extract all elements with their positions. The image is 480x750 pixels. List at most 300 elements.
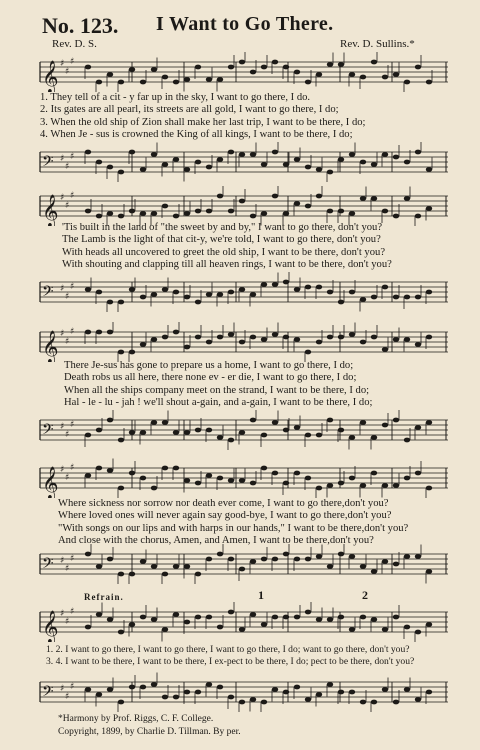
note-head: [140, 685, 146, 690]
note-head: [360, 75, 366, 80]
treble-staff-3-svg: [36, 322, 450, 362]
note-head: [415, 65, 421, 70]
note-head: [184, 167, 190, 172]
note-head: [107, 557, 113, 562]
note-head: [217, 157, 223, 162]
note-head: [393, 72, 399, 77]
note-head: [195, 65, 201, 70]
note-head: [107, 687, 113, 692]
bass-staff-2: [36, 272, 450, 312]
note-head: [294, 685, 300, 690]
sharp-icon: ♯: [70, 420, 75, 430]
note-head: [250, 697, 256, 702]
note-head: [360, 297, 366, 302]
note-head: [239, 478, 245, 483]
note-head: [118, 700, 124, 705]
note-head: [96, 80, 102, 85]
note-head: [305, 476, 311, 481]
sharp-icon: ♯: [60, 684, 65, 694]
note-head: [294, 615, 300, 620]
note-head: [250, 481, 256, 486]
note-head: [96, 214, 102, 219]
note-head: [382, 559, 388, 564]
note-head: [283, 280, 289, 285]
note-head: [184, 345, 190, 350]
note-head: [305, 285, 311, 290]
note-head: [206, 428, 212, 433]
note-head: [316, 617, 322, 622]
note-head: [228, 695, 234, 700]
note-head: [151, 292, 157, 297]
note-head: [294, 337, 300, 342]
note-head: [129, 67, 135, 72]
note-head: [294, 557, 300, 562]
note-head: [118, 572, 124, 577]
note-head: [426, 622, 432, 627]
sharp-icon: ♯: [70, 191, 75, 201]
note-head: [162, 335, 168, 340]
note-head: [393, 214, 399, 219]
lyric-line: Death robs us all here, there none ev - er die, I want to go there, I do;: [64, 372, 357, 384]
note-head: [349, 152, 355, 157]
note-head: [371, 60, 377, 65]
note-head: [250, 70, 256, 75]
note-head: [327, 483, 333, 488]
note-head: [426, 167, 432, 172]
note-head: [96, 428, 102, 433]
note-head: [404, 476, 410, 481]
refrain-label: Refrain.: [84, 592, 124, 602]
note-head: [294, 471, 300, 476]
note-head: [316, 486, 322, 491]
note-head: [107, 468, 113, 473]
note-head: [327, 335, 333, 340]
note-head: [129, 430, 135, 435]
lyric-line: There Je-sus has gone to prepare us a home, I want to go there, I do;: [64, 360, 354, 371]
note-head: [415, 554, 421, 559]
note-head: [239, 60, 245, 65]
note-head: [85, 287, 91, 292]
note-head: [107, 617, 113, 622]
note-head: [272, 687, 278, 692]
note-head: [316, 285, 322, 290]
bass-clef-icon: 𝄢: [42, 555, 54, 576]
note-head: [404, 554, 410, 559]
note-head: [118, 350, 124, 355]
note-head: [151, 67, 157, 72]
note-head: [272, 60, 278, 65]
note-head: [173, 695, 179, 700]
sharp-icon: ♯: [65, 67, 70, 77]
note-head: [173, 466, 179, 471]
note-head: [272, 420, 278, 425]
note-head: [360, 615, 366, 620]
lyric-line: 3. 4. I want to be there, I want to be there, I ex-pect to be there, I do; pect to be there, don't you?: [46, 656, 415, 667]
note-head: [382, 285, 388, 290]
note-head: [184, 478, 190, 483]
note-head: [217, 292, 223, 297]
note-head: [338, 481, 344, 486]
note-head: [338, 157, 344, 162]
note-head: [316, 340, 322, 345]
sharp-icon: ♯: [65, 692, 70, 702]
note-head: [195, 615, 201, 620]
note-head: [129, 150, 135, 155]
note-head: [283, 335, 289, 340]
note-head: [349, 690, 355, 695]
note-head: [239, 340, 245, 345]
sharp-icon: ♯: [65, 617, 70, 627]
note-head: [349, 554, 355, 559]
note-head: [371, 295, 377, 300]
note-head: [162, 287, 168, 292]
note-head: [349, 435, 355, 440]
note-head: [404, 438, 410, 443]
note-head: [393, 155, 399, 160]
note-head: [415, 697, 421, 702]
note-head: [217, 77, 223, 82]
sharp-icon: ♯: [60, 154, 65, 164]
note-head: [283, 481, 289, 486]
lyric-line: "With songs on our lips and with harps in our hands," I want to be there,don't you?: [58, 522, 409, 534]
note-head: [118, 214, 124, 219]
hymn-title: I Want to Go There.: [156, 13, 334, 35]
note-head: [162, 204, 168, 209]
treble-staff-1-svg: [36, 52, 450, 92]
note-head: [261, 557, 267, 562]
note-head: [129, 572, 135, 577]
refrain-lyrics: [46, 644, 414, 668]
note-head: [415, 342, 421, 347]
note-head: [360, 160, 366, 165]
note-head: [316, 194, 322, 199]
note-head: [338, 690, 344, 695]
note-head: [426, 206, 432, 211]
copyright-notice: Copyright, 1899, by Charlie D. Tillman. By per.: [58, 727, 241, 737]
note-head: [426, 80, 432, 85]
note-head: [151, 682, 157, 687]
note-head: [283, 211, 289, 216]
note-head: [162, 466, 168, 471]
music-credit: Rev. D. Sullins.*: [340, 38, 415, 50]
note-head: [206, 340, 212, 345]
note-head: [305, 165, 311, 170]
note-head: [327, 682, 333, 687]
note-head: [338, 209, 344, 214]
note-head: [360, 340, 366, 345]
note-head: [96, 692, 102, 697]
bass-staff-4: [36, 544, 450, 584]
note-head: [382, 75, 388, 80]
note-head: [206, 615, 212, 620]
bass-clef-icon: 𝄢: [42, 283, 54, 304]
note-head: [129, 287, 135, 292]
note-head: [195, 481, 201, 486]
note-head: [393, 418, 399, 423]
note-head: [162, 695, 168, 700]
lyric-line: 1. 2. I want to go there, I want to go there, I want to go there, I do; want to go there, don't you?: [46, 644, 410, 655]
note-head: [129, 471, 135, 476]
note-head: [184, 564, 190, 569]
note-head: [118, 300, 124, 305]
bass-staff-refrain-svg: [36, 672, 450, 712]
sharp-icon: ♯: [65, 473, 70, 483]
note-head: [173, 290, 179, 295]
note-head: [261, 433, 267, 438]
note-head: [305, 610, 311, 615]
note-head: [283, 552, 289, 557]
note-head: [129, 350, 135, 355]
sharp-icon: ♯: [65, 201, 70, 211]
note-head: [327, 564, 333, 569]
verse-block-3: [64, 360, 372, 410]
note-head: [228, 290, 234, 295]
bass-staff-refrain: [36, 672, 450, 712]
note-head: [294, 157, 300, 162]
note-head: [250, 152, 256, 157]
note-head: [371, 471, 377, 476]
note-head: [305, 80, 311, 85]
note-head: [338, 335, 344, 340]
bass-clef-icon: 𝄢: [42, 683, 54, 704]
note-head: [118, 630, 124, 635]
note-head: [151, 486, 157, 491]
lyric-line: The Lamb is the light of that cit-y, we're told, I want to go there, don't you?: [62, 234, 381, 246]
sharp-icon: ♯: [70, 282, 75, 292]
note-head: [129, 209, 135, 214]
note-head: [118, 438, 124, 443]
note-head: [426, 335, 432, 340]
lyric-line: 4. When Je - sus is crowned the King of all kings, I want to be there, I do;: [40, 129, 353, 141]
note-head: [129, 685, 135, 690]
note-head: [415, 150, 421, 155]
note-head: [151, 564, 157, 569]
note-head: [338, 552, 344, 557]
note-head: [107, 211, 113, 216]
note-head: [349, 72, 355, 77]
note-head: [305, 350, 311, 355]
note-head: [250, 292, 256, 297]
note-head: [393, 700, 399, 705]
note-head: [261, 211, 267, 216]
note-head: [382, 423, 388, 428]
note-head: [415, 295, 421, 300]
note-head: [195, 209, 201, 214]
note-head: [261, 162, 267, 167]
note-head: [228, 478, 234, 483]
note-head: [272, 615, 278, 620]
note-head: [371, 196, 377, 201]
treble-staff-refrain: [36, 602, 450, 642]
note-head: [195, 160, 201, 165]
note-head: [426, 420, 432, 425]
note-head: [173, 214, 179, 219]
note-head: [261, 700, 267, 705]
note-head: [140, 615, 146, 620]
note-head: [140, 342, 146, 347]
note-head: [349, 627, 355, 632]
note-head: [107, 72, 113, 77]
lyric-line: 1. They tell of a cit - y far up in the sky, I want to go there, I do.: [40, 92, 311, 103]
note-head: [239, 287, 245, 292]
note-head: [228, 150, 234, 155]
note-head: [272, 194, 278, 199]
note-head: [294, 425, 300, 430]
note-head: [371, 569, 377, 574]
note-head: [338, 615, 344, 620]
note-head: [239, 700, 245, 705]
treble-staff-refrain-svg: [36, 602, 450, 642]
note-head: [184, 690, 190, 695]
note-head: [338, 62, 344, 67]
note-head: [96, 160, 102, 165]
note-head: [85, 625, 91, 630]
note-head: [316, 167, 322, 172]
note-head: [228, 209, 234, 214]
note-head: [184, 620, 190, 625]
note-head: [360, 700, 366, 705]
note-head: [228, 438, 234, 443]
note-head: [151, 211, 157, 216]
hymn-number: No. 123.: [42, 13, 119, 38]
note-head: [195, 690, 201, 695]
lyric-line: And close with the chorus, Amen, and Amen, I want to be there,don't you?: [58, 535, 374, 547]
note-head: [85, 687, 91, 692]
note-head: [173, 157, 179, 162]
note-head: [338, 428, 344, 433]
note-head: [305, 204, 311, 209]
note-head: [393, 562, 399, 567]
sharp-icon: ♯: [70, 682, 75, 692]
note-head: [404, 625, 410, 630]
note-head: [371, 162, 377, 167]
note-head: [239, 627, 245, 632]
note-head: [140, 167, 146, 172]
note-head: [162, 627, 168, 632]
bass-staff-3: [36, 410, 450, 450]
note-head: [162, 572, 168, 577]
note-head: [239, 430, 245, 435]
note-head: [85, 65, 91, 70]
note-head: [96, 330, 102, 335]
note-head: [250, 335, 256, 340]
note-head: [85, 150, 91, 155]
lyric-line: Where sickness nor sorrow nor death ever come, I want to go there,don't you?: [58, 498, 389, 509]
note-head: [206, 292, 212, 297]
note-head: [107, 418, 113, 423]
treble-staff-1: [36, 52, 450, 92]
note-head: [327, 209, 333, 214]
note-head: [294, 287, 300, 292]
note-head: [107, 330, 113, 335]
second-ending-number: 2: [362, 588, 368, 602]
bass-staff-4-svg: [36, 544, 450, 584]
note-head: [206, 473, 212, 478]
note-head: [195, 428, 201, 433]
note-head: [327, 617, 333, 622]
note-head: [404, 295, 410, 300]
note-head: [239, 199, 245, 204]
treble-staff-4-svg: [36, 458, 450, 498]
note-head: [85, 473, 91, 478]
treble-staff-2-svg: [36, 186, 450, 226]
sharp-icon: ♯: [70, 554, 75, 564]
note-head: [316, 433, 322, 438]
bass-staff-1: [36, 142, 450, 182]
note-head: [140, 559, 146, 564]
sharp-icon: ♯: [65, 292, 70, 302]
sharp-icon: ♯: [65, 337, 70, 347]
note-head: [371, 617, 377, 622]
note-head: [162, 75, 168, 80]
note-head: [272, 332, 278, 337]
note-head: [283, 428, 289, 433]
note-head: [250, 214, 256, 219]
note-head: [360, 483, 366, 488]
verse-block-4: [58, 498, 408, 548]
note-head: [206, 557, 212, 562]
note-head: [217, 476, 223, 481]
note-head: [360, 196, 366, 201]
note-head: [140, 211, 146, 216]
note-head: [404, 196, 410, 201]
note-head: [393, 295, 399, 300]
note-head: [173, 430, 179, 435]
note-head: [206, 165, 212, 170]
note-head: [228, 332, 234, 337]
note-head: [85, 209, 91, 214]
note-head: [162, 420, 168, 425]
note-head: [239, 567, 245, 572]
note-head: [415, 214, 421, 219]
note-head: [327, 62, 333, 67]
note-head: [140, 295, 146, 300]
note-head: [85, 433, 91, 438]
note-head: [140, 80, 146, 85]
note-head: [239, 152, 245, 157]
note-head: [426, 569, 432, 574]
note-head: [371, 700, 377, 705]
note-head: [96, 612, 102, 617]
sharp-icon: ♯: [60, 465, 65, 475]
note-head: [184, 211, 190, 216]
sharp-icon: ♯: [70, 327, 75, 337]
note-head: [426, 290, 432, 295]
note-head: [415, 630, 421, 635]
note-head: [184, 430, 190, 435]
note-head: [261, 337, 267, 342]
bass-staff-3-svg: [36, 410, 450, 450]
note-head: [415, 425, 421, 430]
note-head: [195, 335, 201, 340]
note-head: [85, 552, 91, 557]
note-head: [206, 682, 212, 687]
lyric-line: With heads all uncovered to greet the old ship, I want to be there, don't you?: [62, 246, 386, 258]
note-head: [426, 690, 432, 695]
sharp-icon: ♯: [70, 463, 75, 473]
harmony-credit: *Harmony by Prof. Riggs, C. F. College.: [58, 714, 214, 724]
note-head: [217, 552, 223, 557]
note-head: [118, 170, 124, 175]
note-head: [338, 300, 344, 305]
note-head: [382, 209, 388, 214]
lyric-line: 3. When the old ship of Zion shall make her last trip, I want to be there, I do;: [40, 116, 366, 128]
note-head: [272, 471, 278, 476]
note-head: [173, 564, 179, 569]
treble-clef-icon: 𝄞: [42, 60, 59, 92]
note-head: [371, 435, 377, 440]
note-head: [305, 697, 311, 702]
